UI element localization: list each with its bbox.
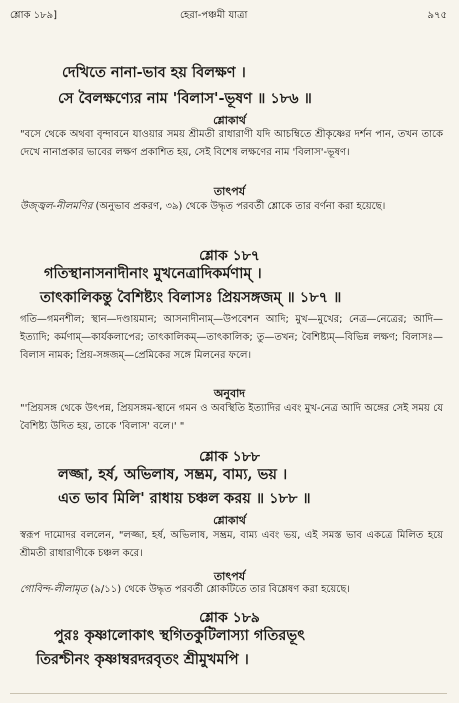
translation-187-label: অনুবাদ — [213, 387, 246, 400]
synonyms-187-text: গতি—গমনশীল; স্থান—দণ্ডায়মান; আসনাদীনাম্—উপবেশন আদি; মুখ—মুখের; নেত্র—নেত্রের; আদি—ইত্যাদি; কর্মণাম্—কার্যকলাপের; তাৎকালিকম্—তাৎকালিক; তু—তখন; বৈশিষ্ট্যম্—বিভিন্ন লক্ষণ; বিলাসঃ—বিলাস নামক; প্রিয়-সঙ্গজম্—প্রেমিকের সঙ্গে মিলনের ফলে। — [20, 314, 443, 361]
purport-188-source-title: গোবিন্দ-লীলামৃত — [20, 584, 88, 595]
purport-188-text — [20, 581, 443, 599]
verse-189-line-2: তিরশ্চীনং কৃষ্ণাম্বরদরবৃতং শ্রীমুখমপি । — [36, 651, 249, 668]
translation-186-label: শ্লোকার্থ — [213, 114, 246, 127]
translation-186-text: "বসে থেকে অথবা বৃন্দাবনে যাওয়ার সময় শ্রীমতী রাধারাণী যদি আচম্বিতে শ্রীকৃষ্ণের দর্শন পান, তখন তাকে দেখে নানাপ্রকার ভাবের লক্ষণ প্রকাশিত হয়, সেই বিশেষ লক্ষণের নাম 'বিলাস'-ভূষণ। — [20, 129, 443, 158]
verse-188-label: শ্লোক ১৮৮ — [199, 449, 260, 465]
verse-186-line-1: দেখিতে নানা-ভাব হয় বিলক্ষণ । — [62, 64, 246, 81]
verse-187-label: শ্লোক ১৮৭ — [199, 248, 260, 264]
translation-187-text: "'প্রিয়সঙ্গ থেকে উৎপন্ন, প্রিয়সঙ্গম-স্থানে গমন ও অবস্থিতি ইত্যাদির এবং মুখ-নেত্র আদি অঙ্গের সেই সময় যে বৈশিষ্ট্য উদিত হয়, তাকে 'বিলাস' বলে।' " — [20, 403, 443, 432]
header-verse-ref: শ্লোক ১৮৯] — [10, 10, 58, 21]
verse-189-line-1: পুরঃ কৃষ্ণালোকাৎ স্থগিতকুটিলাস্যা গতিরভূৎ — [54, 627, 305, 644]
header-chapter-title: হেরা-পঞ্চমী যাত্রা — [180, 10, 248, 21]
purport-186-body: (অনুভাব প্রকরণ, ৩৯) থেকে উদ্ধৃত পরবর্তী শ্লোকে তার বর্ণনা করা হয়েছে। — [92, 201, 386, 212]
purport-188-label: তাৎপর্য — [213, 570, 246, 583]
translation-188-text: স্বরূপ দামোদর বললেন, "লজ্জা, হর্ষ, অভিলাষ, সম্ভ্রম, বাম্য এবং ভয়, এই সমস্ত ভাব একত্রে মিলিত হয়ে শ্রীমতী রাধারাণীকে চঞ্চল করে। — [20, 530, 443, 559]
purport-186-label: তাৎপর্য — [213, 185, 246, 198]
purport-188-body: (৯/১১) থেকে উদ্ধৃত পরবর্তী শ্লোকটিতে তার বিশ্লেষণ করা হয়েছে। — [87, 584, 350, 595]
verse-188-line-1: লজ্জা, হর্ষ, অভিলাষ, সম্ভ্রম, বাম্য, ভয় । — [58, 466, 288, 483]
purport-186-text — [20, 198, 443, 216]
purport-186-source-title: উজ্জ্বল-নীলমণির — [20, 201, 93, 212]
verse-186-line-2: সে বৈলক্ষণ্যের নাম 'বিলাস'-ভূষণ ॥ ১৮৬ ॥ — [58, 90, 312, 107]
verse-189-label: শ্লোক ১৮৯ — [199, 610, 260, 626]
verse-188-line-2: এত ভাব মিলি' রাধায় চঞ্চল করয় ॥ ১৮৮ ॥ — [58, 490, 311, 507]
translation-188-label: শ্লোকার্থ — [213, 514, 246, 527]
verse-187-line-2: তাৎকালিকন্তু বৈশিষ্ট্যং বিলাসঃ প্রিয়সঙ্গজম্ ॥ ১৮৭ ॥ — [40, 289, 342, 306]
header-page-number: ৯৭৫ — [427, 10, 447, 21]
running-header — [10, 8, 447, 24]
page-bottom-edge — [10, 693, 447, 694]
verse-187-line-1: গতিস্থানাসনাদীনাং মুখনেত্রাদিকর্মণাম্ । — [44, 265, 262, 282]
